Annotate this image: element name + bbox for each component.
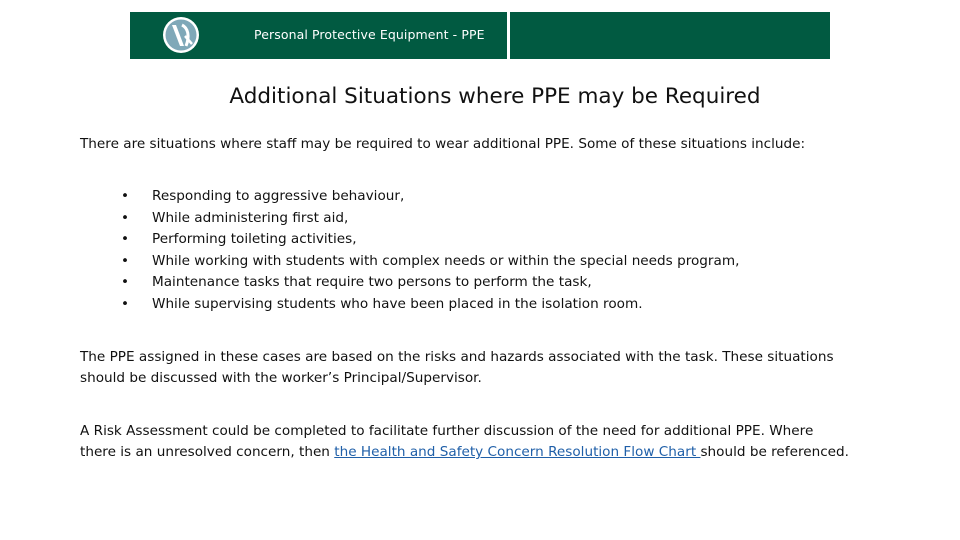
list-item-text: While administering first aid, (152, 209, 349, 226)
paragraph-line: should be referenced. (700, 444, 849, 461)
list-item-text: While working with students with complex needs or within the special needs program, (152, 252, 740, 269)
list-item-text: Responding to aggressive behaviour, (152, 188, 405, 204)
header-banner (130, 12, 830, 59)
paragraph-line: should be discussed with the worker’s Principal/Supervisor. (80, 370, 482, 387)
bullet-icon: • (121, 252, 130, 269)
paragraph-line: A Risk Assessment could be completed to facilitate further discussion of the need for additional PPE. Where (80, 423, 814, 439)
list-item (121, 186, 739, 208)
list-item (121, 294, 739, 316)
list-item-text: Maintenance tasks that require two persons to perform the task, (152, 274, 592, 290)
list-item (121, 229, 739, 251)
list-item (121, 208, 739, 230)
list-item-text: While supervising students who have been placed in the isolation room. (152, 295, 643, 312)
paragraph-line: there is an unresolved concern, then (80, 444, 335, 461)
list-item-text: Performing toileting activities, (152, 231, 357, 247)
flow-chart-link[interactable]: the Health and Safety Concern Resolution Flow Chart (334, 444, 701, 461)
bullet-icon: • (121, 274, 130, 290)
header-title: Personal Protective Equipment - PPE (254, 27, 485, 42)
bullet-icon: • (121, 188, 130, 204)
page-title: Additional Situations where PPE may be Required (229, 84, 761, 109)
risk-assessment-paragraph (80, 421, 849, 464)
situations-list (121, 186, 739, 315)
bullet-icon: • (121, 231, 130, 247)
ppe-assignment-paragraph (80, 347, 834, 390)
intro-paragraph: There are situations where staff may be required to wear additional PPE. Some of these situations include: (80, 136, 806, 152)
list-item (121, 251, 739, 273)
header-title-panel (130, 12, 510, 59)
paragraph-line: The PPE assigned in these cases are based on the risks and hazards associated with the task. These situations (80, 349, 834, 365)
list-item (121, 272, 739, 294)
logo-icon (162, 16, 200, 54)
bullet-icon: • (121, 295, 130, 312)
bullet-icon: • (121, 209, 130, 226)
